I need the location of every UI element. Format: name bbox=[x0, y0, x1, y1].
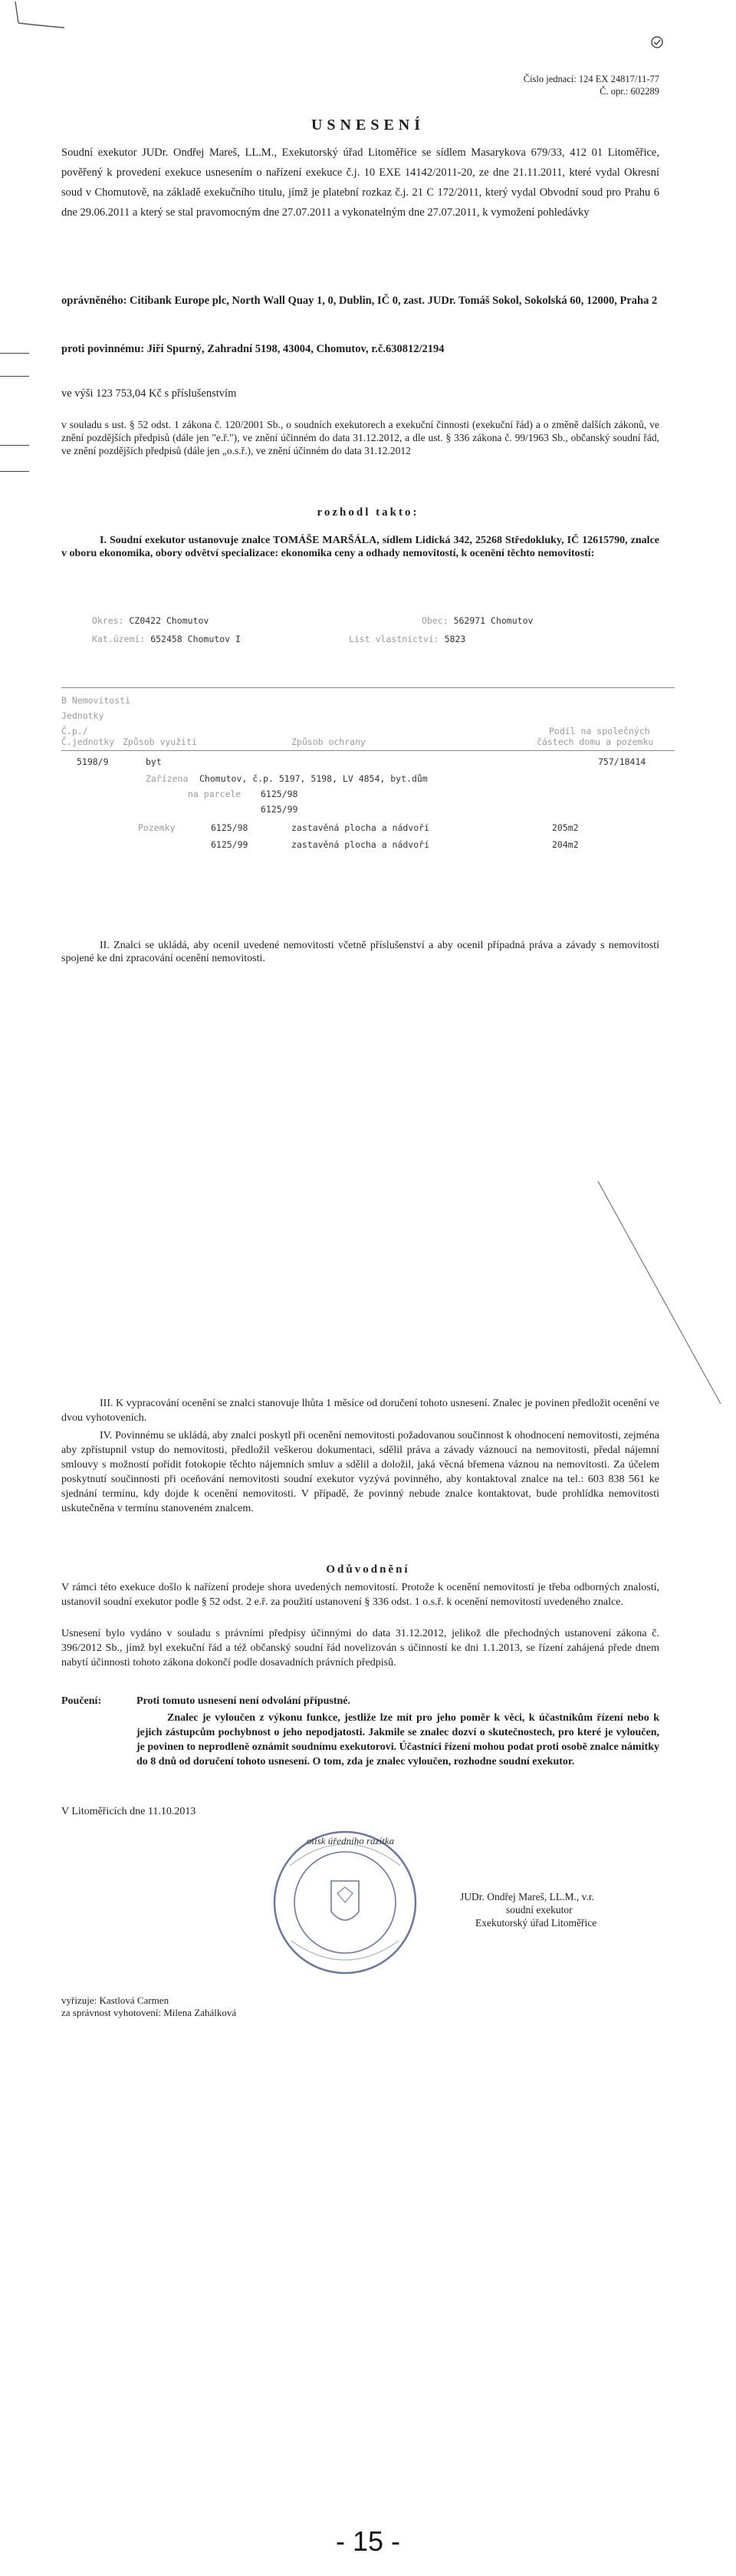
point-three: III. K vypracování ocenění se znalci stanovuje lhůta 1 měsíce od doručení tohoto usnesení. Znalec je povinen předložit ocenění ve dvou vyhotoveních. bbox=[61, 1398, 659, 1424]
legal-basis: v souladu s ust. § 52 odst. 1 zákona č. 120/2001 Sb., o soudních exekutorech a exekuční činnosti (exekuční řád) a o změně dalších zákonů, ve znění pozdějších předpisů (dále jen "e.ř."), ve znění účinném do data 31.12.2012, a dle ust. § 336 zákona č. 99/1963 Sb., občanský soudní řád, ve znění pozdějších předpisů (dále jen „o.s.ř.), ve znění účinném do data 31.12.2012 bbox=[61, 419, 659, 456]
page-number: - 15 - bbox=[335, 2525, 401, 2557]
notice-1: Proti tomuto usnesení není odvolání přípustné. bbox=[136, 1695, 351, 1707]
parcel-1: 6125/98 bbox=[261, 789, 298, 799]
margin-mark bbox=[0, 353, 29, 354]
signature-block bbox=[460, 1890, 596, 1929]
signature-office: Exekutorský úřad Litoměřice bbox=[475, 1917, 597, 1929]
land-parcel-1: 6125/98 bbox=[211, 822, 248, 833]
margin-mark bbox=[0, 376, 29, 377]
reasoning-2: Usnesení bylo vydáno v souladu s právními předpisy účinnými do data 31.12.2012, jelikož dle přechodných ustanovení zákona č. 396/2012 Sb., jímž byl exekuční řád a též občanský soudní řád novelizován s účinností ke dni 1.1.2013, se řízení zahájená přede dnem nabytí účinnosti tohoto zákona dokončí podle dosavadních právních předpisů. bbox=[61, 1628, 659, 1668]
col-share-b: částech domu a pozemku bbox=[537, 736, 654, 747]
case-number: Číslo jednací: 124 EX 24817/11-77 bbox=[523, 74, 659, 84]
obec-label: Obec: bbox=[422, 615, 449, 626]
signature-name: JUDr. Ondřej Mareš, LL.M., v.r. bbox=[460, 1891, 594, 1902]
notice-label: Poučení: bbox=[61, 1695, 102, 1707]
section-label: B Nemovitosti bbox=[61, 695, 131, 706]
col-unit: Č.p./ bbox=[61, 726, 88, 736]
amount: ve výši 123 753,04 Kč s příslušenstvím bbox=[61, 387, 237, 400]
divider bbox=[61, 687, 675, 688]
col-usage: Způsob využití bbox=[123, 736, 197, 747]
reasoning-heading: Odůvodnění bbox=[326, 1563, 410, 1576]
parcel-2: 6125/99 bbox=[261, 804, 298, 815]
official-stamp-icon bbox=[268, 1826, 422, 1979]
ku-value: 652458 Chomutov I bbox=[150, 634, 241, 644]
land-label: Pozemky bbox=[138, 822, 176, 833]
land-parcel-2: 6125/99 bbox=[211, 839, 248, 850]
lv-value: 5823 bbox=[444, 634, 466, 644]
creditor: oprávněného: Citibank Europe plc, North Wall Quay 1, 0, Dublin, IČ 0, zast. JUDr. Tomáš Sokol, Sokolská 60, 12000, Praha 2 bbox=[61, 295, 658, 307]
stamp-note: otisk úředního razítka bbox=[307, 1835, 395, 1846]
ku-label: Kat.území: bbox=[92, 634, 146, 644]
certified-by: za správnost vyhotovení: Milena Zahálková bbox=[61, 2007, 237, 2018]
document-title: USNESENÍ bbox=[310, 117, 426, 133]
col-unit-b: Č.jednotky bbox=[61, 736, 115, 747]
unit-share: 757/18414 bbox=[598, 756, 646, 767]
footer bbox=[61, 1995, 236, 2019]
check-mark-icon bbox=[650, 35, 664, 49]
signature-role: soudní exekutor bbox=[506, 1904, 573, 1916]
margin-mark bbox=[0, 445, 29, 446]
land-area-2: 204m2 bbox=[552, 839, 579, 850]
lv-label: List vlastnictví: bbox=[349, 634, 439, 644]
decision-heading: rozhodl takto: bbox=[317, 506, 419, 519]
debtor: proti povinnému: Jiří Spurný, Zahradní 5198, 43004, Chomutov, r.č.630812/2194 bbox=[61, 343, 445, 355]
obec-value: 562971 Chomutov bbox=[453, 615, 534, 626]
correction-number: Č. opr.: 602289 bbox=[600, 86, 659, 97]
property-extract bbox=[61, 615, 675, 937]
reasoning-1: V rámci této exekuce došlo k nařízení prodeje shora uvedených nemovitostí. Protože k ocenění nemovitostí je třeba odborných znalostí, ustanovil soudní exekutor podle § 52 odst. 2 e.ř. za použití ustanovení § 336 odst. 1 o.s.ř. k ocenění nemovitostí uvedeného znalce. bbox=[61, 1582, 659, 1608]
unit-type: byt bbox=[146, 756, 162, 767]
built-label: Zařízena bbox=[146, 773, 189, 784]
land-desc-2: zastavěná plocha a nádvoří bbox=[291, 839, 430, 850]
col-protection: Způsob ochrany bbox=[291, 736, 366, 747]
parcel-label: na parcele bbox=[188, 789, 242, 799]
okres-label: Okres: bbox=[92, 615, 124, 626]
unit-id: 5198/9 bbox=[77, 756, 109, 767]
col-share: Podíl na společných bbox=[549, 726, 650, 736]
point-one: I. Soudní exekutor ustanovuje znalce TOMÁŠE MARŠÁLA, sídlem Lidická 342, 25268 Středokluky, IČ 12615790, znalce v oboru ekonomika, obory odvětví specializace: ekonomika ceny a odhady nemovitostí, k ocenění těchto nemovitostí: bbox=[61, 535, 659, 559]
intro-paragraph: Soudní exekutor JUDr. Ondřej Mareš, LL.M., Exekutorský úřad Litoměřice se sídlem Masarykova 679/33, 412 01 Litoměřice, pověřený k provedení exekuce usnesením o nařízení exekuce č.j. 10 EXE 14142/2011-20, ze dne 21.11.2011, které vydal Okresní soud v Chomutově, na základě exekučního titulu, jímž je platební rozkaz č.j. 21 C 172/2011, který vydal Obvodní soud pro Prahu 6 dne 29.06.2011 a který se stal pravomocným dne 27.07.2011 a vykonatelným dne 27.07.2011, k vymožení pohledávky bbox=[61, 147, 659, 219]
corner-pen-mark bbox=[14, 0, 67, 46]
point-four: IV. Povinnému se ukládá, aby znalci poskytl při ocenění nemovitosti požadovanou součinnost k ohodnocení nemovitosti, zejména aby zpřístupnil vstup do nemovitosti, předložil veškerou dokumentaci, sdělil práva a závady váznoucí na nemovitosti, předal nájemní smlouvy s možností pořídit fotokopie těchto nájemních smluv a sdělil a doložil, jaká věcná břemena váznou na nemovitosti. Za účelem poskytnutí součinnosti při oceňování nemovitosti soudní exekutor vyzývá povinného, aby kontaktoval znalce na tel.: 603 838 561 ke sjednání termínu, kdy dojde k ocenění nemovitosti. V případě, že povinný nebude znalce kontaktovat, bude prohlídka nemovitosti uskutečněna v termínu stanoveném znalcem. bbox=[61, 1430, 659, 1514]
strike-line bbox=[575, 1181, 728, 1412]
point-two: II. Znalci se ukládá, aby ocenil uvedené nemovitosti včetně příslušenství a aby ocenil případná práva a závady s nemovitostí spojené ke dni zpracování ocenění nemovitosti. bbox=[61, 940, 659, 964]
divider bbox=[61, 750, 675, 751]
place-date: V Litoměřicích dne 11.10.2013 bbox=[61, 1806, 196, 1817]
land-area-1: 205m2 bbox=[552, 822, 579, 833]
okres-value: CZ0422 Chomutov bbox=[129, 615, 209, 626]
units-label: Jednotky bbox=[61, 710, 104, 721]
margin-mark bbox=[0, 471, 29, 472]
notice-2: Znalec je vyloučen z výkonu funkce, jestliže lze mít pro jeho poměr k věci, k účastníkům řízení nebo k jejich zástupcům pochybnost o jeho nepodjatosti. Jakmile se znalec dozví o skutečnostech, pro které je vyloučen, je povinen to neprodleně oznámit soudnímu exekutorovi. Účastníci řízení mohou podat proti osobě znalce námitky do 8 dnů od doručení tohoto usnesení. O tom, zda je znalec vyloučen, rozhodne soudní exekutor. bbox=[136, 1712, 659, 1767]
processed-by: vyřizuje: Kastlová Carmen bbox=[61, 1995, 169, 2006]
land-desc-1: zastavěná plocha a nádvoří bbox=[291, 822, 430, 833]
built-value: Chomutov, č.p. 5197, 5198, LV 4854, byt.dům bbox=[199, 773, 428, 784]
